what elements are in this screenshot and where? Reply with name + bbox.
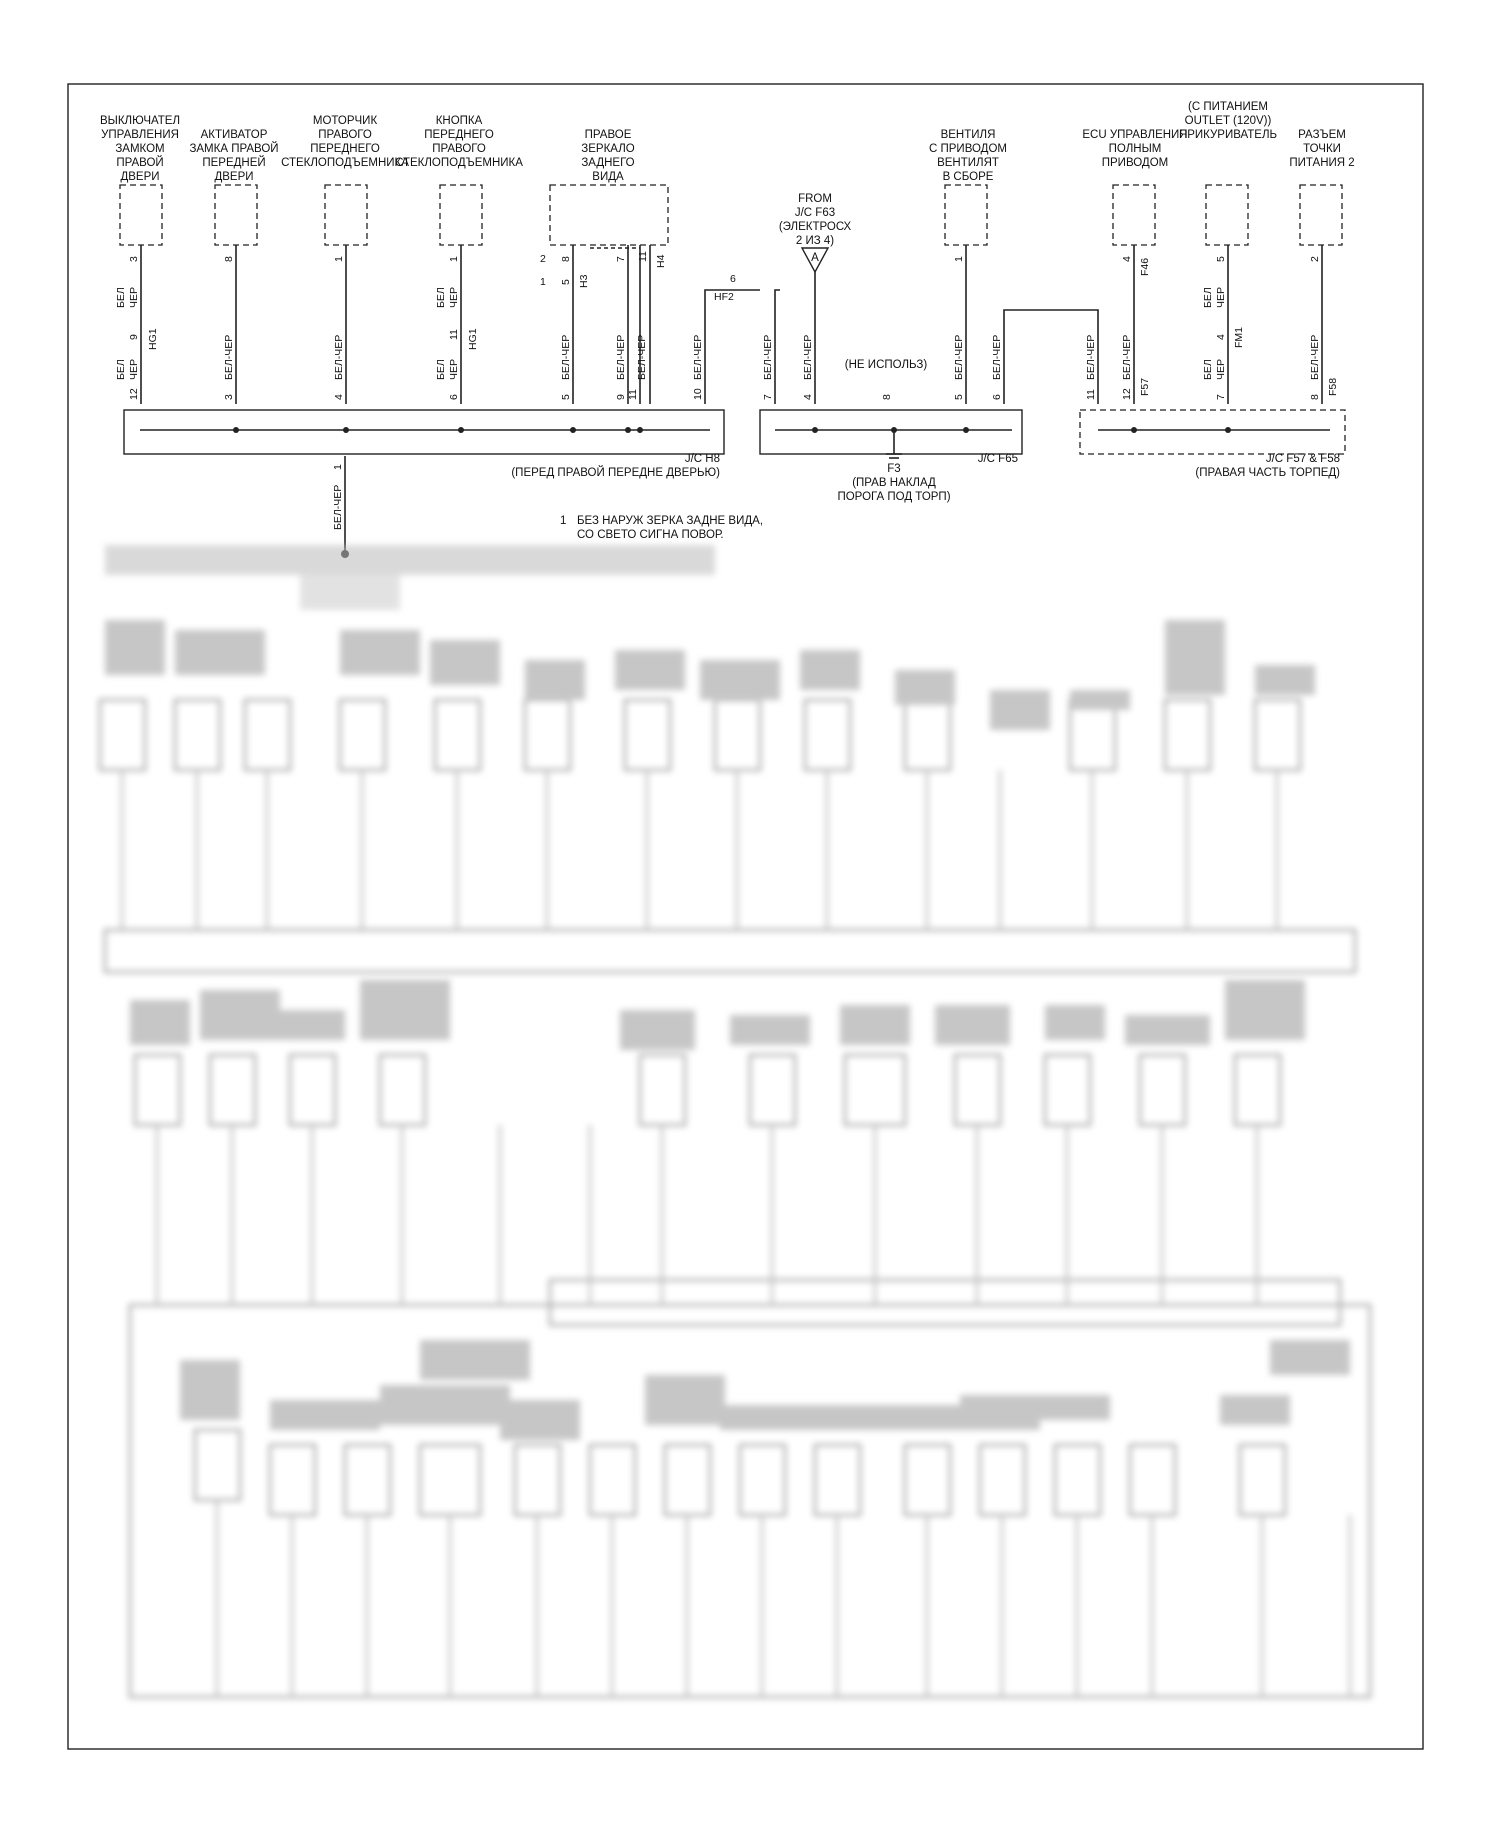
svg-text:БЕЛ-ЧЕР: БЕЛ-ЧЕР — [615, 334, 627, 380]
svg-text:(ПРАВАЯ ЧАСТЬ ТОРПЕД): (ПРАВАЯ ЧАСТЬ ТОРПЕД) — [1195, 467, 1340, 479]
svg-text:3: 3 — [223, 394, 235, 400]
component-2-title — [189, 129, 278, 183]
component-6-title — [779, 193, 852, 247]
svg-text:F46: F46 — [1139, 257, 1151, 276]
svg-text:ВЫКЛЮЧАТЕЛ: ВЫКЛЮЧАТЕЛ — [99, 115, 181, 127]
svg-text:ПРАВОГО: ПРАВОГО — [432, 143, 486, 155]
svg-text:2 ИЗ 4): 2 ИЗ 4) — [795, 235, 835, 247]
svg-text:ПРАВОГО: ПРАВОГО — [318, 129, 372, 141]
component-4-box — [440, 185, 482, 245]
component-9-box — [1206, 185, 1248, 245]
svg-text:ЧЕР: ЧЕР — [1215, 358, 1227, 380]
svg-text:7: 7 — [1215, 394, 1227, 400]
svg-text:ЗАДНЕГО: ЗАДНЕГО — [581, 157, 635, 169]
svg-text:ПОРОГА ПОД ТОРП): ПОРОГА ПОД ТОРП) — [837, 491, 951, 503]
svg-text:(ПЕРЕД ПРАВОЙ ПЕРЕДНЕ ДВЕРЬЮ): (ПЕРЕД ПРАВОЙ ПЕРЕДНЕ ДВЕРЬЮ) — [511, 467, 720, 479]
svg-text:ПРИКУРИВАТЕЛЬ: ПРИКУРИВАТЕЛЬ — [1178, 129, 1278, 141]
svg-text:11: 11 — [637, 251, 649, 262]
svg-text:ЧЕР: ЧЕР — [128, 286, 140, 308]
svg-text:С ПРИВОДОМ: С ПРИВОДОМ — [929, 143, 1007, 155]
svg-text:ВИДА: ВИДА — [592, 171, 624, 183]
svg-text:БЕЛ-ЧЕР: БЕЛ-ЧЕР — [692, 334, 704, 380]
svg-text:ЧЕР: ЧЕР — [128, 358, 140, 380]
svg-text:ЗАМКОМ: ЗАМКОМ — [115, 143, 165, 155]
component-5-box — [550, 185, 668, 245]
component-9-title — [1179, 101, 1277, 141]
svg-text:МОТОРЧИК: МОТОРЧИК — [312, 115, 378, 127]
svg-text:1: 1 — [333, 256, 345, 262]
svg-text:5: 5 — [560, 279, 572, 285]
svg-text:8: 8 — [881, 394, 893, 400]
svg-text:ПЕРЕДНЕГО: ПЕРЕДНЕГО — [310, 143, 380, 155]
svg-text:(С ПИТАНИЕМ: (С ПИТАНИЕМ — [1188, 101, 1268, 113]
svg-text:(ЭЛЕКТРОСХ: (ЭЛЕКТРОСХ — [778, 221, 852, 233]
svg-text:ТОЧКИ: ТОЧКИ — [1303, 143, 1341, 155]
svg-text:БЕЛ: БЕЛ — [1202, 359, 1214, 380]
svg-text:F57: F57 — [1139, 377, 1151, 396]
svg-text:F3: F3 — [887, 463, 901, 475]
svg-text:4: 4 — [1121, 256, 1133, 262]
svg-text:A: A — [811, 252, 819, 264]
svg-text:OUTLET (120V)): OUTLET (120V)) — [1184, 115, 1272, 127]
svg-text:9: 9 — [128, 334, 140, 340]
svg-text:1: 1 — [953, 256, 965, 262]
svg-text:4: 4 — [802, 394, 814, 400]
blurred-lower-diagram — [100, 545, 1370, 1697]
component-3-box — [325, 185, 367, 245]
svg-text:БЕЛ-ЧЕР: БЕЛ-ЧЕР — [1085, 334, 1097, 380]
svg-text:J/C F57 & F58: J/C F57 & F58 — [1265, 453, 1340, 465]
svg-text:ДВЕРИ: ДВЕРИ — [214, 171, 254, 183]
svg-text:ПРИВОДОМ: ПРИВОДОМ — [1101, 157, 1169, 169]
svg-text:ВЕНТИЛЯТ: ВЕНТИЛЯТ — [937, 157, 999, 169]
svg-text:БЕЛ-ЧЕР: БЕЛ-ЧЕР — [636, 334, 648, 380]
svg-text:8: 8 — [223, 256, 235, 262]
svg-text:БЕЛ-ЧЕР: БЕЛ-ЧЕР — [223, 334, 235, 380]
svg-text:ЧЕР: ЧЕР — [1215, 286, 1227, 308]
junction-f57-f58 — [1080, 410, 1345, 454]
component-8-box — [1113, 185, 1155, 245]
svg-text:3: 3 — [128, 256, 140, 262]
svg-text:УПРАВЛЕНИЯ: УПРАВЛЕНИЯ — [101, 129, 179, 141]
svg-text:J/C F63: J/C F63 — [794, 207, 836, 219]
component-10-box — [1300, 185, 1342, 245]
svg-text:11: 11 — [1085, 389, 1097, 400]
svg-text:БЕЛ-ЧЕР: БЕЛ-ЧЕР — [332, 484, 344, 530]
svg-text:В СБОРЕ: В СБОРЕ — [942, 171, 994, 183]
svg-text:(НЕ ИСПОЛЬЗ): (НЕ ИСПОЛЬЗ) — [844, 359, 928, 371]
svg-text:ЗЕРКАЛО: ЗЕРКАЛО — [581, 143, 635, 155]
svg-text:1: 1 — [540, 276, 546, 288]
svg-text:БЕЛ: БЕЛ — [115, 287, 127, 308]
svg-text:БЕЛ-ЧЕР: БЕЛ-ЧЕР — [991, 334, 1003, 380]
component-7-box — [945, 185, 987, 245]
svg-text:5: 5 — [560, 394, 572, 400]
component-4-title — [395, 115, 523, 169]
svg-text:РАЗЪЕМ: РАЗЪЕМ — [1298, 129, 1346, 141]
svg-text:БЕЛ-ЧЕР: БЕЛ-ЧЕР — [1121, 334, 1133, 380]
component-1-box — [120, 185, 162, 245]
svg-text:ДВЕРИ: ДВЕРИ — [120, 171, 160, 183]
junction-h8 — [124, 410, 724, 454]
component-3-title — [281, 115, 409, 169]
svg-text:4: 4 — [1215, 334, 1227, 340]
svg-text:9: 9 — [615, 394, 627, 400]
svg-text:БЕЛ: БЕЛ — [1202, 287, 1214, 308]
svg-text:БЕЗ НАРУЖ ЗЕРКА ЗАДНЕ ВИДА,: БЕЗ НАРУЖ ЗЕРКА ЗАДНЕ ВИДА, — [577, 515, 764, 527]
svg-text:СТЕКЛОПОДЪЕМНИКА: СТЕКЛОПОДЪЕМНИКА — [281, 157, 409, 169]
svg-text:H4: H4 — [655, 254, 667, 268]
svg-text:H3: H3 — [578, 274, 590, 288]
svg-text:ВЕНТИЛЯ: ВЕНТИЛЯ — [940, 129, 996, 141]
svg-text:ЧЕР: ЧЕР — [448, 358, 460, 380]
svg-text:БЕЛ: БЕЛ — [115, 359, 127, 380]
svg-text:ПРАВОЕ: ПРАВОЕ — [584, 129, 632, 141]
svg-text:5: 5 — [1215, 256, 1227, 262]
svg-text:ECU УПРАВЛЕНИЯ: ECU УПРАВЛЕНИЯ — [1082, 129, 1188, 141]
svg-text:(ПРАВ НАКЛАД: (ПРАВ НАКЛАД — [852, 477, 936, 489]
svg-text:5: 5 — [953, 394, 965, 400]
svg-text:10: 10 — [692, 388, 704, 400]
svg-text:ПЕРЕДНЕЙ: ПЕРЕДНЕЙ — [202, 157, 266, 169]
svg-text:ПРАВОЙ: ПРАВОЙ — [116, 157, 164, 169]
svg-text:J/C H8: J/C H8 — [684, 453, 720, 465]
svg-text:FROM: FROM — [798, 193, 832, 205]
svg-text:HF2: HF2 — [714, 291, 734, 303]
component-2-box — [215, 185, 257, 245]
svg-text:ПОЛНЫМ: ПОЛНЫМ — [1108, 143, 1162, 155]
component-5-title — [581, 129, 634, 183]
svg-text:ЧЕР: ЧЕР — [448, 286, 460, 308]
svg-text:ПИТАНИЯ 2: ПИТАНИЯ 2 — [1289, 157, 1355, 169]
svg-text:7: 7 — [615, 256, 627, 262]
svg-text:6: 6 — [448, 394, 460, 400]
svg-text:11: 11 — [448, 329, 460, 340]
svg-text:БЕЛ-ЧЕР: БЕЛ-ЧЕР — [802, 334, 814, 380]
svg-text:1: 1 — [448, 256, 460, 262]
svg-text:8: 8 — [560, 256, 572, 262]
svg-text:12: 12 — [1121, 388, 1133, 400]
component-10-title — [1289, 129, 1354, 169]
svg-text:HG1: HG1 — [467, 328, 479, 350]
svg-text:БЕЛ-ЧЕР: БЕЛ-ЧЕР — [1309, 334, 1321, 380]
svg-text:HG1: HG1 — [147, 328, 159, 350]
component-7-title — [929, 129, 1007, 183]
component-8-title — [1082, 129, 1187, 169]
svg-text:БЕЛ-ЧЕР: БЕЛ-ЧЕР — [762, 334, 774, 380]
svg-text:БЕЛ-ЧЕР: БЕЛ-ЧЕР — [953, 334, 965, 380]
svg-text:БЕЛ-ЧЕР: БЕЛ-ЧЕР — [333, 334, 345, 380]
svg-text:J/C F65: J/C F65 — [977, 453, 1018, 465]
component-1-title — [100, 115, 180, 183]
svg-text:КНОПКА: КНОПКА — [435, 115, 483, 127]
svg-text:4: 4 — [333, 394, 345, 400]
svg-text:СО СВЕТО СИГНА ПОВОР.: СО СВЕТО СИГНА ПОВОР. — [577, 529, 724, 541]
svg-text:БЕЛ: БЕЛ — [435, 287, 447, 308]
svg-text:6: 6 — [730, 273, 736, 285]
svg-text:7: 7 — [762, 394, 774, 400]
top-section — [100, 101, 1355, 558]
svg-text:2: 2 — [1309, 256, 1321, 262]
svg-text:ЗАМКА ПРАВОЙ: ЗАМКА ПРАВОЙ — [189, 143, 279, 155]
svg-text:2: 2 — [540, 253, 546, 265]
svg-text:F58: F58 — [1327, 377, 1339, 396]
svg-text:8: 8 — [1309, 394, 1321, 400]
svg-text:12: 12 — [128, 388, 140, 400]
svg-text:11: 11 — [627, 389, 639, 400]
svg-text:АКТИВАТОР: АКТИВАТОР — [200, 129, 268, 141]
svg-text:6: 6 — [991, 394, 1003, 400]
svg-text:1: 1 — [332, 464, 344, 470]
svg-text:БЕЛ-ЧЕР: БЕЛ-ЧЕР — [560, 334, 572, 380]
svg-text:1: 1 — [560, 515, 567, 527]
svg-text:FM1: FM1 — [1233, 327, 1245, 348]
svg-text:СТЕКЛОПОДЪЕМНИКА: СТЕКЛОПОДЪЕМНИКА — [395, 157, 523, 169]
svg-text:БЕЛ: БЕЛ — [435, 359, 447, 380]
svg-text:ПЕРЕДНЕГО: ПЕРЕДНЕГО — [424, 129, 494, 141]
junction-f65 — [760, 410, 1022, 454]
